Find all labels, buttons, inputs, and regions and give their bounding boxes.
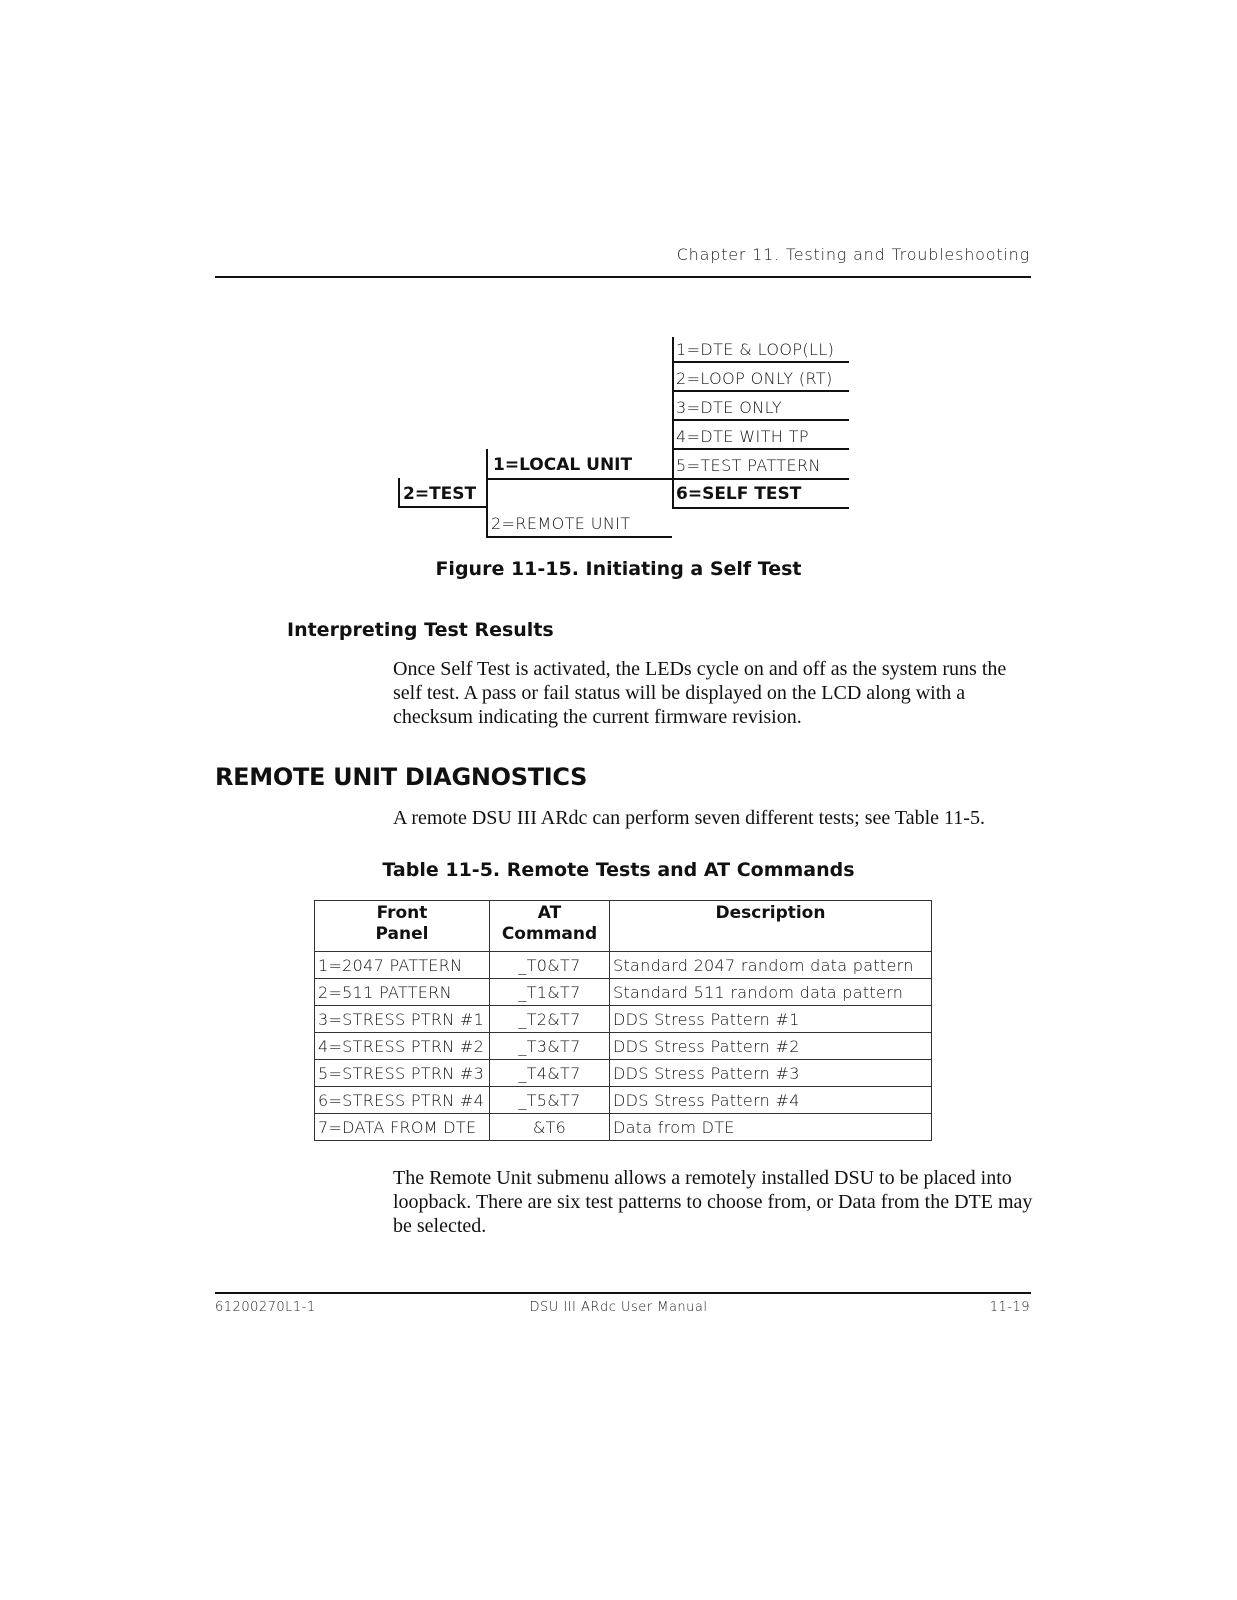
table-header-row <box>315 901 932 952</box>
menu-tree-diagram <box>0 0 1237 560</box>
cell-description: DDS Stress Pattern #4 <box>610 1087 932 1114</box>
figure-caption: Figure 11-15. Initiating a Self Test <box>435 558 802 580</box>
footer-manual-title: DSU III ARdc User Manual <box>529 1300 708 1315</box>
header-front-line2: Panel <box>375 924 429 944</box>
footer-page-number: 11-19 <box>989 1300 1030 1315</box>
root-bracket <box>398 478 400 508</box>
cell-front: 1=2047 PATTERN <box>315 952 490 979</box>
cell-command: _T4&T7 <box>490 1060 610 1087</box>
menu-item-remote-unit: 2=REMOTE UNIT <box>491 514 631 533</box>
root-item-test: 2=TEST <box>403 484 477 504</box>
table-row <box>315 1033 932 1060</box>
cell-description: Standard 2047 random data pattern <box>610 952 932 979</box>
cell-front: 5=STRESS PTRN #3 <box>315 1060 490 1087</box>
level1-underline-local <box>486 478 672 480</box>
cell-front: 7=DATA FROM DTE <box>315 1114 490 1141</box>
table-row <box>315 979 932 1006</box>
cell-command: _T1&T7 <box>490 979 610 1006</box>
subheading-interpreting: Interpreting Test Results <box>287 619 554 641</box>
section-heading-remote: REMOTE UNIT DIAGNOSTICS <box>215 763 588 791</box>
menu-item-dte-with-tp: 4=DTE WITH TP <box>676 427 809 446</box>
menu-item-loop-only: 2=LOOP ONLY (RT) <box>676 369 833 388</box>
cell-command: _T0&T7 <box>490 952 610 979</box>
cell-description: DDS Stress Pattern #1 <box>610 1006 932 1033</box>
menu-item-dte-loop: 1=DTE & LOOP(LL) <box>676 340 835 359</box>
cell-front: 2=511 PATTERN <box>315 979 490 1006</box>
table-row <box>315 1114 932 1141</box>
level2-underline-6 <box>672 507 849 509</box>
level2-underline-4 <box>672 448 849 450</box>
remote-tests-table <box>314 900 932 1141</box>
header-description: Description <box>610 901 932 952</box>
table-row <box>315 1087 932 1114</box>
cell-command: _T5&T7 <box>490 1087 610 1114</box>
level1-underline-remote <box>486 536 672 538</box>
footer-rule <box>215 1292 1031 1294</box>
header-at-line1: AT <box>537 903 562 923</box>
table-row <box>315 952 932 979</box>
paragraph-remote-intro: A remote DSU III ARdc can perform seven different tests; see Table 11-5. <box>393 807 985 829</box>
menu-item-test-pattern: 5=TEST PATTERN <box>676 456 821 475</box>
table-row <box>315 1006 932 1033</box>
header-front-line1: Front <box>376 903 428 923</box>
level1-bracket <box>486 449 488 538</box>
cell-description: DDS Stress Pattern #3 <box>610 1060 932 1087</box>
paragraph-remote-submenu: The Remote Unit submenu allows a remotely installed DSU to be placed into loopback. There are six test patterns to choose from, or Data from the DTE may be selected. <box>393 1167 1033 1237</box>
cell-command: &T6 <box>490 1114 610 1141</box>
header-at-command <box>490 901 610 952</box>
paragraph-interpreting: Once Self Test is activated, the LEDs cycle on and off as the system runs the self test. A pass or fail status will be displayed on the LCD along with a checksum indicating the current firmware revision. <box>393 658 1007 728</box>
menu-item-local-unit: 1=LOCAL UNIT <box>493 455 633 475</box>
cell-command: _T2&T7 <box>490 1006 610 1033</box>
cell-description: Data from DTE <box>610 1114 932 1141</box>
cell-front: 3=STRESS PTRN #1 <box>315 1006 490 1033</box>
level2-underline-5 <box>672 478 849 480</box>
level2-underline-1 <box>672 361 849 363</box>
menu-item-dte-only: 3=DTE ONLY <box>676 398 782 417</box>
cell-front: 4=STRESS PTRN #2 <box>315 1033 490 1060</box>
footer-doc-number: 61200270L1-1 <box>215 1300 316 1315</box>
table-row <box>315 1060 932 1087</box>
header-front-panel <box>315 901 490 952</box>
level2-underline-2 <box>672 390 849 392</box>
level2-underline-3 <box>672 419 849 421</box>
cell-front: 6=STRESS PTRN #4 <box>315 1087 490 1114</box>
cell-description: Standard 511 random data pattern <box>610 979 932 1006</box>
menu-item-self-test: 6=SELF TEST <box>676 484 802 504</box>
root-underline <box>398 506 486 508</box>
cell-description: DDS Stress Pattern #2 <box>610 1033 932 1060</box>
table-caption: Table 11-5. Remote Tests and AT Commands <box>382 859 855 881</box>
running-header: Chapter 11. Testing and Troubleshooting <box>676 245 1030 264</box>
header-at-line2: Command <box>501 924 598 944</box>
cell-command: _T3&T7 <box>490 1033 610 1060</box>
